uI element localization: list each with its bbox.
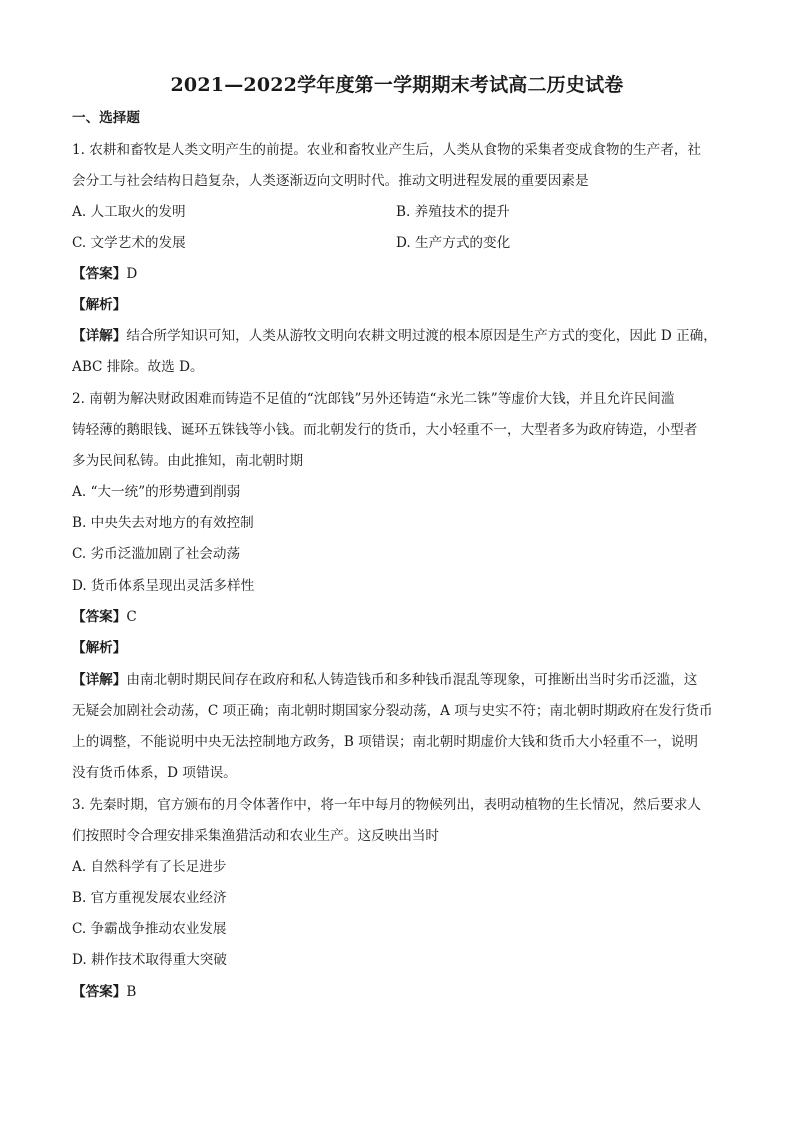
q1-answer [72, 264, 137, 284]
q2-stem-line-1: 2. 南朝为解决财政困难而铸造不足值的“沈郎钱”另外还铸造“永光二铢”等虚价大钱，并且允许民间滥 [72, 391, 675, 407]
q3-option-d: D. 耕作技术取得重大突破 [72, 952, 227, 968]
answer-value: D [126, 266, 138, 282]
q2-option-a: A. “大一统”的形势遭到削弱 [72, 484, 241, 500]
q1-option-d: D. 生产方式的变化 [396, 235, 511, 251]
detail-tag: 【详解】 [72, 672, 127, 688]
page-title: 2021—2022学年度第一学期期末考试高二历史试卷 [170, 74, 624, 96]
q2-option-d: D. 货币体系呈现出灵活多样性 [72, 578, 255, 594]
q2-analysis-tag: 【解析】 [72, 640, 127, 656]
answer-tag: 【答案】 [72, 609, 127, 625]
q3-stem-line-1: 3. 先秦时期，官方颁布的月令体著作中，将一年中每月的物候列出，表明动植物的生长情况，然后要求人 [72, 797, 702, 813]
answer-value: C [126, 609, 137, 625]
q3-option-a: A. 自然科学有了长足进步 [72, 859, 227, 875]
q2-detail-line-4: 没有货币体系，D 项错误。 [72, 765, 237, 781]
q2-answer [72, 607, 137, 627]
q2-option-c: C. 劣币泛滥加剧了社会动荡 [72, 546, 241, 562]
q3-option-c: C. 争霸战争推动农业发展 [72, 921, 227, 937]
answer-value: B [126, 984, 137, 1000]
q3-answer [72, 982, 136, 1002]
q2-option-b: B. 中央失去对地方的有效控制 [72, 515, 254, 531]
answer-tag: 【答案】 [72, 266, 127, 282]
q1-stem-line-1: 1. 农耕和畜牧是人类文明产生的前提。农业和畜牧业产生后，人类从食物的采集者变成食物的生产者，社 [72, 142, 702, 158]
q1-analysis-tag: 【解析】 [72, 297, 127, 313]
section-heading: 一、选择题 [72, 110, 140, 126]
q1-option-c: C. 文学艺术的发展 [72, 235, 186, 251]
detail-tag: 【详解】 [72, 328, 127, 344]
q1-option-a: A. 人工取火的发明 [72, 204, 186, 220]
q1-detail-line-1 [72, 326, 717, 346]
detail-text: 由南北朝时期民间存在政府和私人铸造钱币和多种钱币混乱等现象，可推断出当时劣币泛滥，这 [126, 672, 698, 688]
answer-tag: 【答案】 [72, 984, 127, 1000]
q2-detail-line-1 [72, 670, 697, 690]
q1-detail-line-2: ABC 排除。故选 D。 [72, 359, 204, 375]
q1-option-b: B. 养殖技术的提升 [396, 204, 510, 220]
q2-stem-line-3: 多为民间私铸。由此推知，南北朝时期 [72, 453, 304, 469]
detail-text: 结合所学知识可知，人类从游牧文明向农耕文明过渡的根本原因是生产方式的变化，因此 D 正确， [126, 328, 717, 344]
q2-stem-line-2: 铸轻薄的鹅眼钱、诞环五铢钱等小钱。而北朝发行的货币，大小轻重不一，大型者多为政府铸造，小型者 [72, 422, 698, 438]
q1-stem-line-2: 会分工与社会结构日趋复杂，人类逐渐迈向文明时代。推动文明进程发展的重要因素是 [72, 173, 589, 189]
q3-option-b: B. 官方重视发展农业经济 [72, 890, 227, 906]
q2-detail-line-3: 上的调整，不能说明中央无法控制地方政务，B 项错误；南北朝时期虚价大钱和货币大小轻重不一，说明 [72, 734, 699, 750]
q3-stem-line-2: 们按照时令合理安排采集渔猎活动和农业生产。这反映出当时 [72, 828, 440, 844]
q2-detail-line-2: 无疑会加剧社会动荡，C 项正确；南北朝时期国家分裂动荡，A 项与史实不符；南北朝时期政府在发行货币 [72, 703, 713, 719]
